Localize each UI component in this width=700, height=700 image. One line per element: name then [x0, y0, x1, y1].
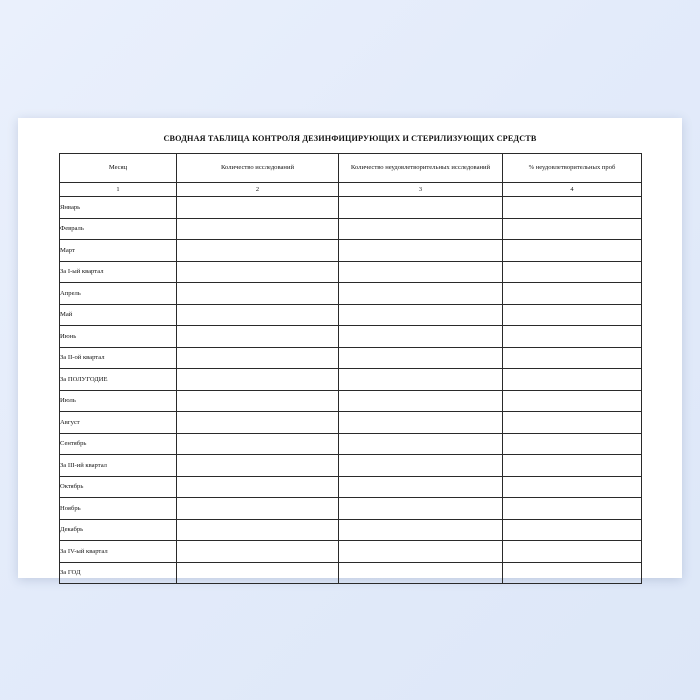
cell-unsatisfactory-percent[interactable] [503, 562, 642, 584]
cell-unsatisfactory-count[interactable] [339, 390, 503, 412]
table-row [60, 347, 642, 369]
cell-unsatisfactory-count[interactable] [339, 218, 503, 240]
cell-research-count[interactable] [177, 304, 339, 326]
cell-unsatisfactory-percent[interactable] [503, 390, 642, 412]
cell-research-count[interactable] [177, 261, 339, 283]
row-label: За I-ый квартал [60, 261, 177, 283]
row-label: Июнь [60, 326, 177, 348]
cell-unsatisfactory-count[interactable] [339, 369, 503, 391]
table-row [60, 304, 642, 326]
table-row [60, 519, 642, 541]
cell-unsatisfactory-percent[interactable] [503, 240, 642, 262]
table-column-number-row [60, 183, 642, 197]
table-row [60, 476, 642, 498]
table-row [60, 218, 642, 240]
cell-unsatisfactory-count[interactable] [339, 519, 503, 541]
cell-unsatisfactory-percent[interactable] [503, 476, 642, 498]
column-number-1: 1 [60, 183, 177, 197]
page-title: СВОДНАЯ ТАБЛИЦА КОНТРОЛЯ ДЕЗИНФИЦИРУЮЩИХ И СТЕРИЛИЗУЮЩИХ СРЕДСТВ [163, 134, 537, 143]
table-row [60, 197, 642, 219]
column-header-unsatisfactory-count: Количество неудовлетворительных исследований [339, 154, 503, 183]
cell-research-count[interactable] [177, 218, 339, 240]
table-row [60, 433, 642, 455]
row-label: За II-ой квартал [60, 347, 177, 369]
cell-unsatisfactory-count[interactable] [339, 197, 503, 219]
cell-unsatisfactory-count[interactable] [339, 347, 503, 369]
row-label: Март [60, 240, 177, 262]
cell-unsatisfactory-count[interactable] [339, 240, 503, 262]
table-row [60, 562, 642, 584]
cell-unsatisfactory-percent[interactable] [503, 455, 642, 477]
cell-research-count[interactable] [177, 476, 339, 498]
table-row [60, 369, 642, 391]
cell-unsatisfactory-percent[interactable] [503, 197, 642, 219]
table-row [60, 455, 642, 477]
cell-unsatisfactory-percent[interactable] [503, 218, 642, 240]
table-row [60, 390, 642, 412]
row-label: Декабрь [60, 519, 177, 541]
table-row [60, 541, 642, 563]
cell-unsatisfactory-count[interactable] [339, 476, 503, 498]
column-number-2: 2 [177, 183, 339, 197]
cell-unsatisfactory-count[interactable] [339, 562, 503, 584]
row-label: За IV-ый квартал [60, 541, 177, 563]
row-label: За ГОД [60, 562, 177, 584]
cell-research-count[interactable] [177, 197, 339, 219]
cell-research-count[interactable] [177, 369, 339, 391]
row-label: Июль [60, 390, 177, 412]
cell-research-count[interactable] [177, 240, 339, 262]
row-label: За III-ий квартал [60, 455, 177, 477]
row-label: Апрель [60, 283, 177, 305]
column-number-3: 3 [339, 183, 503, 197]
cell-research-count[interactable] [177, 412, 339, 434]
cell-unsatisfactory-percent[interactable] [503, 326, 642, 348]
cell-unsatisfactory-count[interactable] [339, 326, 503, 348]
cell-unsatisfactory-count[interactable] [339, 304, 503, 326]
row-label: Октябрь [60, 476, 177, 498]
table-row [60, 498, 642, 520]
table-row [60, 283, 642, 305]
document-sheet [18, 118, 682, 578]
table-row [60, 261, 642, 283]
cell-unsatisfactory-percent[interactable] [503, 261, 642, 283]
cell-research-count[interactable] [177, 347, 339, 369]
cell-unsatisfactory-percent[interactable] [503, 412, 642, 434]
row-label: Ноябрь [60, 498, 177, 520]
cell-research-count[interactable] [177, 455, 339, 477]
cell-unsatisfactory-count[interactable] [339, 261, 503, 283]
cell-research-count[interactable] [177, 562, 339, 584]
cell-unsatisfactory-percent[interactable] [503, 519, 642, 541]
row-label: Январь [60, 197, 177, 219]
cell-research-count[interactable] [177, 519, 339, 541]
row-label: Февраль [60, 218, 177, 240]
table-row [60, 240, 642, 262]
cell-research-count[interactable] [177, 541, 339, 563]
table-row [60, 326, 642, 348]
cell-unsatisfactory-percent[interactable] [503, 541, 642, 563]
row-label: Сентябрь [60, 433, 177, 455]
cell-unsatisfactory-count[interactable] [339, 412, 503, 434]
cell-unsatisfactory-percent[interactable] [503, 347, 642, 369]
row-label: За ПОЛУГОДИЕ [60, 369, 177, 391]
cell-research-count[interactable] [177, 433, 339, 455]
row-label: Май [60, 304, 177, 326]
row-label: Август [60, 412, 177, 434]
control-summary-table [59, 153, 642, 584]
cell-unsatisfactory-percent[interactable] [503, 498, 642, 520]
cell-unsatisfactory-percent[interactable] [503, 283, 642, 305]
cell-unsatisfactory-count[interactable] [339, 455, 503, 477]
table-header-row [60, 154, 642, 183]
cell-research-count[interactable] [177, 498, 339, 520]
cell-unsatisfactory-percent[interactable] [503, 433, 642, 455]
column-number-4: 4 [503, 183, 642, 197]
cell-research-count[interactable] [177, 326, 339, 348]
cell-unsatisfactory-count[interactable] [339, 283, 503, 305]
cell-research-count[interactable] [177, 283, 339, 305]
cell-unsatisfactory-percent[interactable] [503, 369, 642, 391]
table-row [60, 412, 642, 434]
column-header-research-count: Количество исследований [177, 154, 339, 183]
column-header-month: Месяц [60, 154, 177, 183]
cell-unsatisfactory-count[interactable] [339, 498, 503, 520]
cell-unsatisfactory-percent[interactable] [503, 304, 642, 326]
column-header-unsatisfactory-percent: % неудовлетворительных проб [503, 154, 642, 183]
cell-unsatisfactory-count[interactable] [339, 433, 503, 455]
cell-unsatisfactory-count[interactable] [339, 541, 503, 563]
cell-research-count[interactable] [177, 390, 339, 412]
